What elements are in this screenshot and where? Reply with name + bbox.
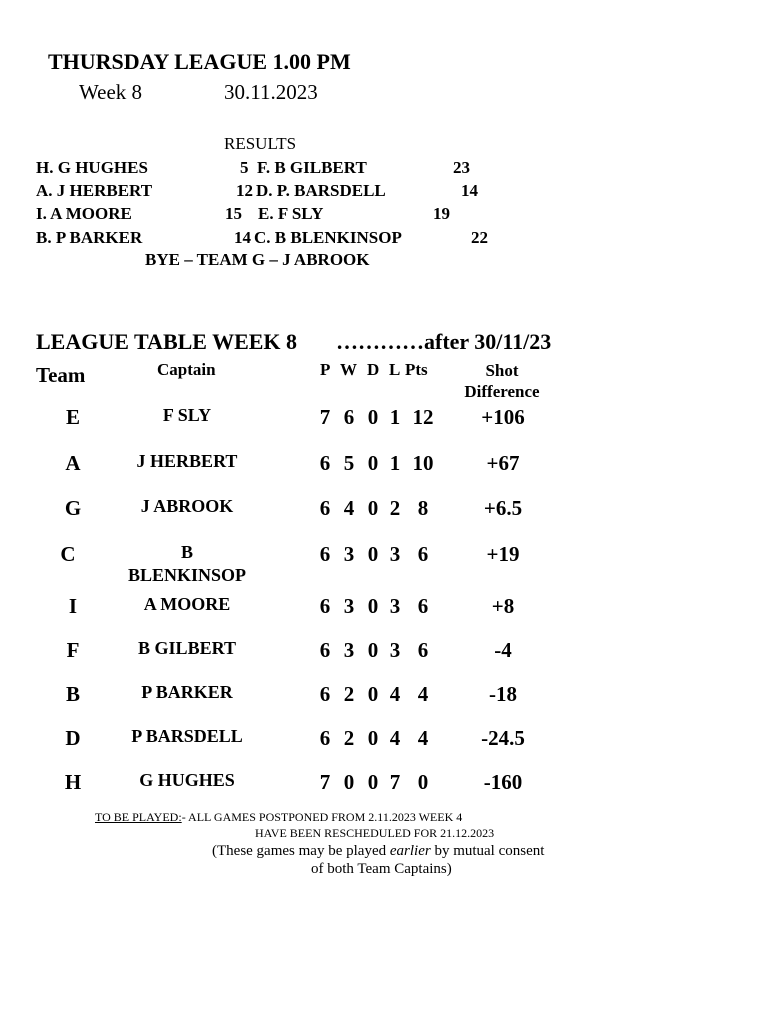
team-cell: B xyxy=(65,682,80,706)
lost-cell: 7 xyxy=(389,770,401,794)
result-away-team: D. P. BARSDELL xyxy=(256,181,386,200)
won-cell: 0 xyxy=(343,770,355,794)
result-home-score: 15 xyxy=(225,204,242,223)
team-cell: I xyxy=(68,594,78,618)
won-cell: 2 xyxy=(343,682,355,706)
league-table-heading: LEAGUE TABLE WEEK 8 xyxy=(36,329,298,354)
won-cell: 6 xyxy=(343,405,355,429)
played-cell: 6 xyxy=(319,594,331,618)
result-away-score: 14 xyxy=(461,181,478,200)
lost-cell: 3 xyxy=(389,542,401,566)
captain-cell: G HUGHES xyxy=(139,770,235,790)
shot-difference-cell: +8 xyxy=(491,594,515,618)
played-cell: 6 xyxy=(319,451,331,475)
result-away-team: E. F SLY xyxy=(258,204,324,223)
result-away-team: C. B BLENKINSOP xyxy=(254,228,402,247)
won-cell: 4 xyxy=(343,496,355,520)
column-header-team: Team xyxy=(36,363,86,387)
points-cell: 6 xyxy=(417,594,429,618)
column-header-captain: Captain xyxy=(157,360,216,379)
shot-difference-cell: +19 xyxy=(486,542,520,566)
note-to-be-played xyxy=(95,810,462,825)
column-header-played: P xyxy=(320,360,331,379)
postponed-text: - ALL GAMES POSTPONED FROM 2.11.2023 WEEK 4 xyxy=(181,810,463,824)
lost-cell: 1 xyxy=(389,405,401,429)
team-cell: E xyxy=(65,405,80,429)
consent-text-b: by mutual consent xyxy=(430,843,545,859)
drawn-cell: 0 xyxy=(367,770,379,794)
drawn-cell: 0 xyxy=(367,682,379,706)
points-cell: 4 xyxy=(417,682,429,706)
consent-text-earlier: earlier xyxy=(389,843,431,859)
captain-cell: P BARSDELL xyxy=(131,726,243,746)
points-cell: 6 xyxy=(417,542,429,566)
won-cell: 3 xyxy=(343,594,355,618)
result-home-team: I. A MOORE xyxy=(36,204,132,223)
result-away-score: 23 xyxy=(453,158,470,177)
lost-cell: 2 xyxy=(389,496,401,520)
points-cell: 4 xyxy=(417,726,429,750)
column-header-lost: L xyxy=(389,360,401,379)
played-cell: 6 xyxy=(319,726,331,750)
result-home-score: 14 xyxy=(234,228,251,247)
won-cell: 3 xyxy=(343,638,355,662)
points-cell: 0 xyxy=(417,770,429,794)
result-home-score: 12 xyxy=(236,181,253,200)
played-cell: 7 xyxy=(319,770,331,794)
shot-difference-cell: -24.5 xyxy=(481,726,525,750)
captain-cell: P BARKER xyxy=(141,682,233,702)
lost-cell: 4 xyxy=(389,726,401,750)
shot-difference-cell: +67 xyxy=(486,451,520,475)
team-cell: A xyxy=(65,451,81,475)
lost-cell: 1 xyxy=(389,451,401,475)
team-cell: D xyxy=(65,726,81,750)
captain-cell: F SLY xyxy=(162,405,212,425)
points-cell: 6 xyxy=(417,638,429,662)
column-header-shot-difference: Shot Difference xyxy=(464,361,540,401)
result-away-score: 19 xyxy=(433,204,450,223)
captain-cell: B GILBERT xyxy=(138,638,236,658)
points-cell: 8 xyxy=(417,496,429,520)
result-home-team: A. J HERBERT xyxy=(36,181,153,200)
consent-text-a: (These games may be played xyxy=(212,843,390,859)
week-label: Week 8 xyxy=(79,80,143,104)
drawn-cell: 0 xyxy=(367,496,379,520)
shot-difference-cell: +106 xyxy=(481,405,525,429)
shot-difference-cell: -18 xyxy=(489,682,517,706)
played-cell: 6 xyxy=(319,682,331,706)
captain-cell: A MOORE xyxy=(143,594,231,614)
to-be-played-label: TO BE PLAYED: xyxy=(95,810,182,824)
drawn-cell: 0 xyxy=(367,405,379,429)
lost-cell: 4 xyxy=(389,682,401,706)
drawn-cell: 0 xyxy=(367,726,379,750)
note-rescheduled: HAVE BEEN RESCHEDULED FOR 21.12.2023 xyxy=(255,826,495,840)
team-cell: H xyxy=(64,770,82,794)
drawn-cell: 0 xyxy=(367,542,379,566)
played-cell: 7 xyxy=(319,405,331,429)
won-cell: 5 xyxy=(343,451,355,475)
column-header-points: Pts xyxy=(405,360,428,379)
points-cell: 10 xyxy=(412,451,434,475)
drawn-cell: 0 xyxy=(367,451,379,475)
won-cell: 3 xyxy=(343,542,355,566)
result-home-score: 5 xyxy=(240,158,249,177)
league-table-after-date: …………after 30/11/23 xyxy=(336,329,552,354)
team-cell: G xyxy=(64,496,82,520)
lost-cell: 3 xyxy=(389,638,401,662)
results-heading: RESULTS xyxy=(224,134,297,153)
captain-cell: J HERBERT xyxy=(136,451,238,471)
column-header-won: W xyxy=(340,360,357,379)
result-away-score: 22 xyxy=(471,228,488,247)
captain-cell: J ABROOK xyxy=(140,496,234,516)
column-header-drawn: D xyxy=(367,360,380,379)
shot-difference-cell: -4 xyxy=(494,638,512,662)
drawn-cell: 0 xyxy=(367,594,379,618)
note-consent xyxy=(212,843,544,860)
page-title: THURSDAY LEAGUE 1.00 PM xyxy=(48,49,351,74)
bye-line: BYE – TEAM G – J ABROOK xyxy=(145,250,370,269)
week-date: 30.11.2023 xyxy=(224,80,318,104)
shot-difference-cell: -160 xyxy=(483,770,523,794)
drawn-cell: 0 xyxy=(367,638,379,662)
lost-cell: 3 xyxy=(389,594,401,618)
points-cell: 12 xyxy=(412,405,434,429)
note-captains: of both Team Captains) xyxy=(311,861,452,877)
played-cell: 6 xyxy=(319,496,331,520)
played-cell: 6 xyxy=(319,638,331,662)
result-home-team: H. G HUGHES xyxy=(36,158,148,177)
result-home-team: B. P BARKER xyxy=(36,228,143,247)
won-cell: 2 xyxy=(343,726,355,750)
team-cell: F xyxy=(66,638,80,662)
played-cell: 6 xyxy=(319,542,331,566)
result-away-team: F. B GILBERT xyxy=(257,158,367,177)
team-cell: C xyxy=(60,542,76,566)
captain-cell: B BLENKINSOP xyxy=(127,542,247,585)
shot-difference-cell: +6.5 xyxy=(483,496,523,520)
